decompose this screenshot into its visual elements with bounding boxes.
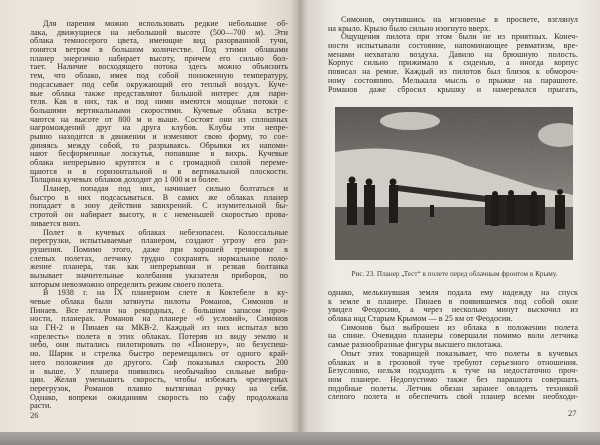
text-line: ном планере. Недопустимо также без парашюта совершать (328, 375, 578, 384)
right-page-text-bottom (328, 289, 578, 402)
text-line: перегрузок, Романов плавно вытягивал ручку на себя. (30, 384, 288, 393)
text-line: Безусловно, нельзя подходить к туче на недостаточно проч- (328, 367, 578, 376)
text-line: небо, они пытались пилотировать по «Пионеру», но безуспеш- (30, 341, 288, 350)
text-line: нают бесформенные лоскутья, попавшие в вихрь. Кучевые (30, 150, 288, 159)
text-line: однако, мелькнувшая земля подала ему надежду на спуск (328, 289, 578, 297)
text-line: В 1938 г. на IX планерном слете в Коктебеле в ку- (43, 289, 288, 298)
page-number-left: 26 (30, 410, 39, 420)
text-line: на крыло. Крыло было сильно изогнуто вверх. (328, 24, 491, 33)
text-line: слепого полета и обеспечить свой планер всеми необходи- (328, 393, 578, 402)
text-line: Планер, попадая под них, начинает сильно болтаться и (43, 185, 288, 194)
text-line: Полет в кучевых облаках небезопасен. Колоссальные (43, 228, 288, 237)
text-line: ции. Желая уменьшить скорость, чтобы избежать чрезмерных (30, 376, 288, 385)
text-line: лака, движущиеся на небольшой высоте (500—700 м). Эти (30, 28, 288, 37)
text-line: чаются на высоте от 800 м и выше. Состоят они из сплошных (30, 115, 288, 124)
text-line: Симонов был выброшен из облака в положении полета (341, 323, 578, 332)
text-line: на спине. Очевидно планеры совершали помимо воли летчика (328, 332, 578, 341)
text-line: облака непрерывно крутятся и с громадной силой переме- (30, 159, 288, 167)
text-line: жение планера, так как непрерывная и резкая болтанка (30, 263, 288, 272)
text-line: тем, что облако, имея под собой пониженную температуру, (30, 72, 288, 81)
text-line: Корпус сильно прижимало к сиденью, а иногда корпус (328, 59, 578, 68)
glider-photo (335, 107, 573, 260)
text-line: расти. (30, 402, 52, 411)
text-line: к земле в планере. Пинаев в появившемся под собой окне (328, 297, 578, 306)
text-line: ному состоянию. Мелькала мысль о прыжке на парашюте. (328, 76, 578, 85)
left-page (0, 0, 299, 434)
text-line: облака темносерого цвета, имеющие вид разорванной тучи, (30, 37, 288, 46)
text-line: Толщина кучевых облаков доходит до 1 000 м и более. (30, 176, 220, 185)
text-line: чевые облака были затянуты пилоты Романов, Симонов и (30, 298, 288, 306)
text-line: ности испытывали состояние, напоминающее ревматизм, вре- (328, 42, 578, 51)
text-line: стротой он набирает высоту, и с неменьшей скоростью прова- (30, 211, 288, 220)
text-line: попадает в зону действия завихрений. С изумительной бы- (30, 202, 288, 211)
text-line: слепых полетах, летчику трудно сохранять нормальное поло- (30, 254, 288, 263)
text-line: гонятся ветром в большом количестве. Под этими облаками (30, 46, 288, 55)
text-line: на ГН-2 и Пинаев на МКВ-2. Каждый из них испытал всю (30, 324, 288, 333)
text-line: увидел Феодосию, а через несколько минут выскочил из (328, 306, 578, 315)
text-line: подобные полеты. Летчик обязан заранее овладеть техникой (328, 384, 578, 393)
figure-caption: Рис. 23. Планер „Тест“ в полете перед облачным фронтом в Крыму. (351, 270, 558, 278)
text-line: облаках и в грозовой туче требуют серьезного отношения. (328, 358, 578, 367)
text-line: ности, планерах. Романов на планере «6 условий», Симонов (30, 315, 288, 324)
text-line: планер энергично набирает высоту, причем его сильно бол- (30, 54, 288, 63)
text-line: рывно находятся в движении и изменяют свою форму, то сое- (30, 132, 288, 141)
text-line: Симонов, очутившись на мгновенье в просвете, взглянул (341, 16, 578, 24)
text-line: Ощущения пилота при этом были не из приятных. Конеч- (341, 33, 578, 42)
text-line: него положения до другого. Саф показывал скорость 200 (30, 358, 288, 367)
text-line: ливается вниз. (30, 219, 81, 228)
text-line: перегрузки, испытываемые планером, создают угрозу его раз- (30, 237, 288, 246)
text-line: но. Шарик и стрелка быстро перемещались от одного край- (30, 350, 288, 359)
text-line: быстро в них подсасываться. В самих же облаках планер (30, 193, 288, 202)
text-line: которым невозможно определить режим своего полета. (30, 280, 224, 289)
text-line: повисал на ремне. Каждый из пилотов был близок к обмороч- (328, 68, 578, 77)
text-line: Пинаев. Все летали на рекордных, с большим запасом проч- (30, 306, 288, 315)
text-line: облака над Старым Крымом — в 25 км от Феодосии. (328, 315, 513, 324)
text-line: щаются и в горизонтальной и в вертикальной плоскости. (30, 167, 288, 176)
text-line: теля. Как в них, так и под ними имеются мощные потоки с (30, 98, 288, 107)
text-line: и выше. У планера появились необычайно сильные вибра- (30, 367, 288, 376)
text-line: тает. Наличие восходящего потока здесь можно объяснить (30, 63, 288, 72)
text-line: диняясь между собой, то разрываясь. Обрывки их напоми- (30, 141, 288, 150)
text-line: самые разнообразные фигуры высшего пилотажа. (328, 341, 503, 350)
scan-bottom-edge (0, 432, 600, 445)
text-line: большими вертикальными скоростями. Кучевые облака встре- (30, 106, 288, 115)
text-line: «прелесть» полета в этих облаках. Потеряв из виду землю и (30, 332, 288, 341)
text-line: нагромождений друг на друга клубов. Клубы эти непре- (30, 124, 288, 133)
text-line: Опыт этих товарищей показывает, что полеты в кучевых (341, 349, 578, 358)
text-line: рушения. Помимо этого, даже при хорошей тренировке в (30, 245, 288, 254)
left-page-text (30, 20, 288, 411)
right-page-text-top (328, 16, 578, 94)
text-line: Романов даже сбросил крышку и намеревался прыгать, (328, 85, 578, 94)
text-line: Для парения можно использовать редкие небольшие об- (43, 20, 288, 28)
text-line: Однако, вопреки ожиданиям скорость по сафу продолжала (30, 393, 288, 402)
text-line: менами нехватало воздуха. Давило на брюшную полость. (328, 50, 578, 59)
text-line: подсасывает под себя окружающий его теплый воздух. Куче- (30, 80, 288, 89)
text-line: вые облака также представляют большой интерес для пари- (30, 89, 288, 98)
page-number-right: 27 (568, 408, 577, 418)
text-line: вызывает значительные колебания указателя приборов, по (30, 271, 288, 280)
